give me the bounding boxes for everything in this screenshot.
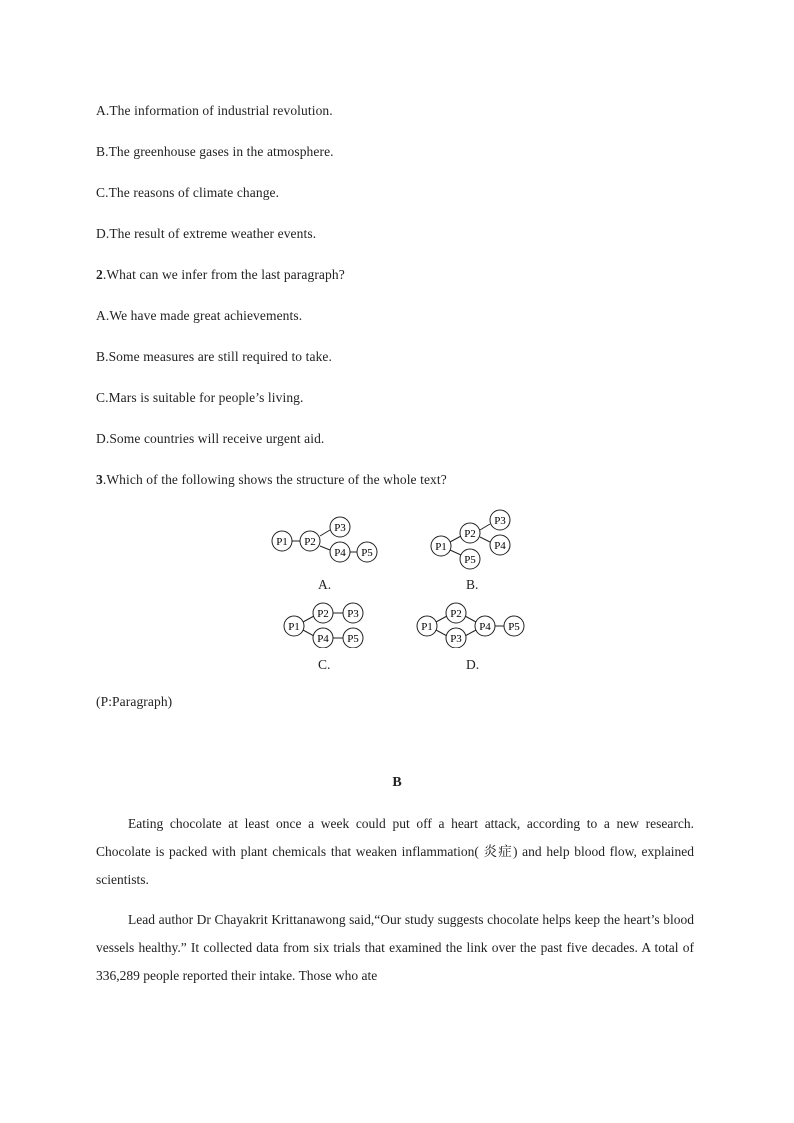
svg-text:P5: P5 — [347, 633, 359, 645]
diagram-d-node-p1 — [417, 616, 437, 636]
svg-text:P3: P3 — [450, 633, 462, 645]
svg-text:P3: P3 — [494, 515, 506, 527]
diagram-d-caption: D. — [466, 657, 480, 672]
diagram-c-node-p3 — [343, 603, 363, 623]
q1-option-c: C.The reasons of climate change. — [96, 185, 280, 200]
diagram-a-node-p3 — [330, 517, 350, 537]
svg-text:P2: P2 — [464, 528, 476, 540]
q2-option-b: B.Some measures are still required to take. — [96, 349, 332, 364]
q2-option-d: D.Some countries will receive urgent aid. — [96, 431, 325, 446]
svg-text:P5: P5 — [361, 547, 373, 559]
svg-text:P3: P3 — [347, 608, 359, 620]
section-heading: B — [392, 775, 402, 790]
diagram-b-node-p3 — [490, 510, 510, 530]
diagram-a-node-p5 — [357, 542, 377, 562]
q2-option-a: A.We have made great achievements. — [96, 308, 303, 323]
q1-option-a: A.The information of industrial revolution. — [96, 103, 333, 118]
svg-text:P5: P5 — [508, 621, 520, 633]
q3-number: 3 — [96, 472, 103, 487]
q2-question — [96, 267, 345, 283]
article-paragraph-1: Eating chocolate at least once a week could put off a heart attack, according to a new research. Chocolate is packed with plant chemicals that weaken inflammation( 炎症) and help blood flow, explained scientists. — [96, 816, 694, 887]
q1-option-b: B.The greenhouse gases in the atmosphere. — [96, 144, 334, 159]
diagram-a-node-p4 — [330, 542, 350, 562]
svg-text:P4: P4 — [494, 540, 506, 552]
svg-text:P2: P2 — [317, 608, 329, 620]
diagram-b-node-p5 — [460, 549, 480, 569]
svg-text:P2: P2 — [450, 608, 462, 620]
svg-text:P4: P4 — [334, 547, 346, 559]
svg-text:P2: P2 — [304, 536, 316, 548]
diagram-c-node-p1 — [284, 616, 304, 636]
q2-option-c: C.Mars is suitable for people’s living. — [96, 390, 304, 405]
q2-number: 2 — [96, 267, 103, 282]
svg-text:P1: P1 — [435, 541, 447, 553]
svg-text:P1: P1 — [288, 621, 300, 633]
q3-text: .Which of the following shows the structure of the whole text? — [102, 472, 447, 487]
diagram-b-caption: B. — [466, 577, 479, 592]
diagram-c-node-p2 — [313, 603, 333, 623]
diagram-b — [420, 505, 520, 571]
svg-text:P5: P5 — [464, 554, 476, 566]
diagram-d-node-p4 — [475, 616, 495, 636]
diagram-c-node-p5 — [343, 628, 363, 648]
q3-question — [96, 472, 447, 488]
diagram-a-node-p2 — [300, 531, 320, 551]
diagram-a-caption: A. — [318, 577, 332, 592]
diagram-d-node-p3 — [446, 628, 466, 648]
svg-text:P3: P3 — [334, 522, 346, 534]
q1-option-d: D.The result of extreme weather events. — [96, 226, 317, 241]
diagram-b-node-p4 — [490, 535, 510, 555]
diagram-a-node-p1 — [272, 531, 292, 551]
q2-text: .What can we infer from the last paragraph? — [102, 267, 345, 282]
diagram-c — [280, 598, 370, 648]
paragraph-note: (P:Paragraph) — [96, 694, 173, 709]
diagram-d-node-p5 — [504, 616, 524, 636]
diagram-d — [410, 598, 530, 648]
svg-text:P1: P1 — [276, 536, 288, 548]
svg-text:P1: P1 — [421, 621, 433, 633]
svg-text:P4: P4 — [317, 633, 329, 645]
article-paragraph-2: Lead author Dr Chayakrit Krittanawong said,“Our study suggests chocolate helps keep the heart’s blood vessels healthy.” It collected data from six trials that examined the link over the past five decades. A total of 336,289 people reported their intake. Those who ate — [96, 912, 694, 983]
diagram-a — [265, 512, 385, 568]
diagram-c-caption: C. — [318, 657, 331, 672]
diagram-b-node-p1 — [431, 536, 451, 556]
diagram-c-node-p4 — [313, 628, 333, 648]
svg-text:P4: P4 — [479, 621, 491, 633]
diagram-d-node-p2 — [446, 603, 466, 623]
diagram-b-node-p2 — [460, 523, 480, 543]
